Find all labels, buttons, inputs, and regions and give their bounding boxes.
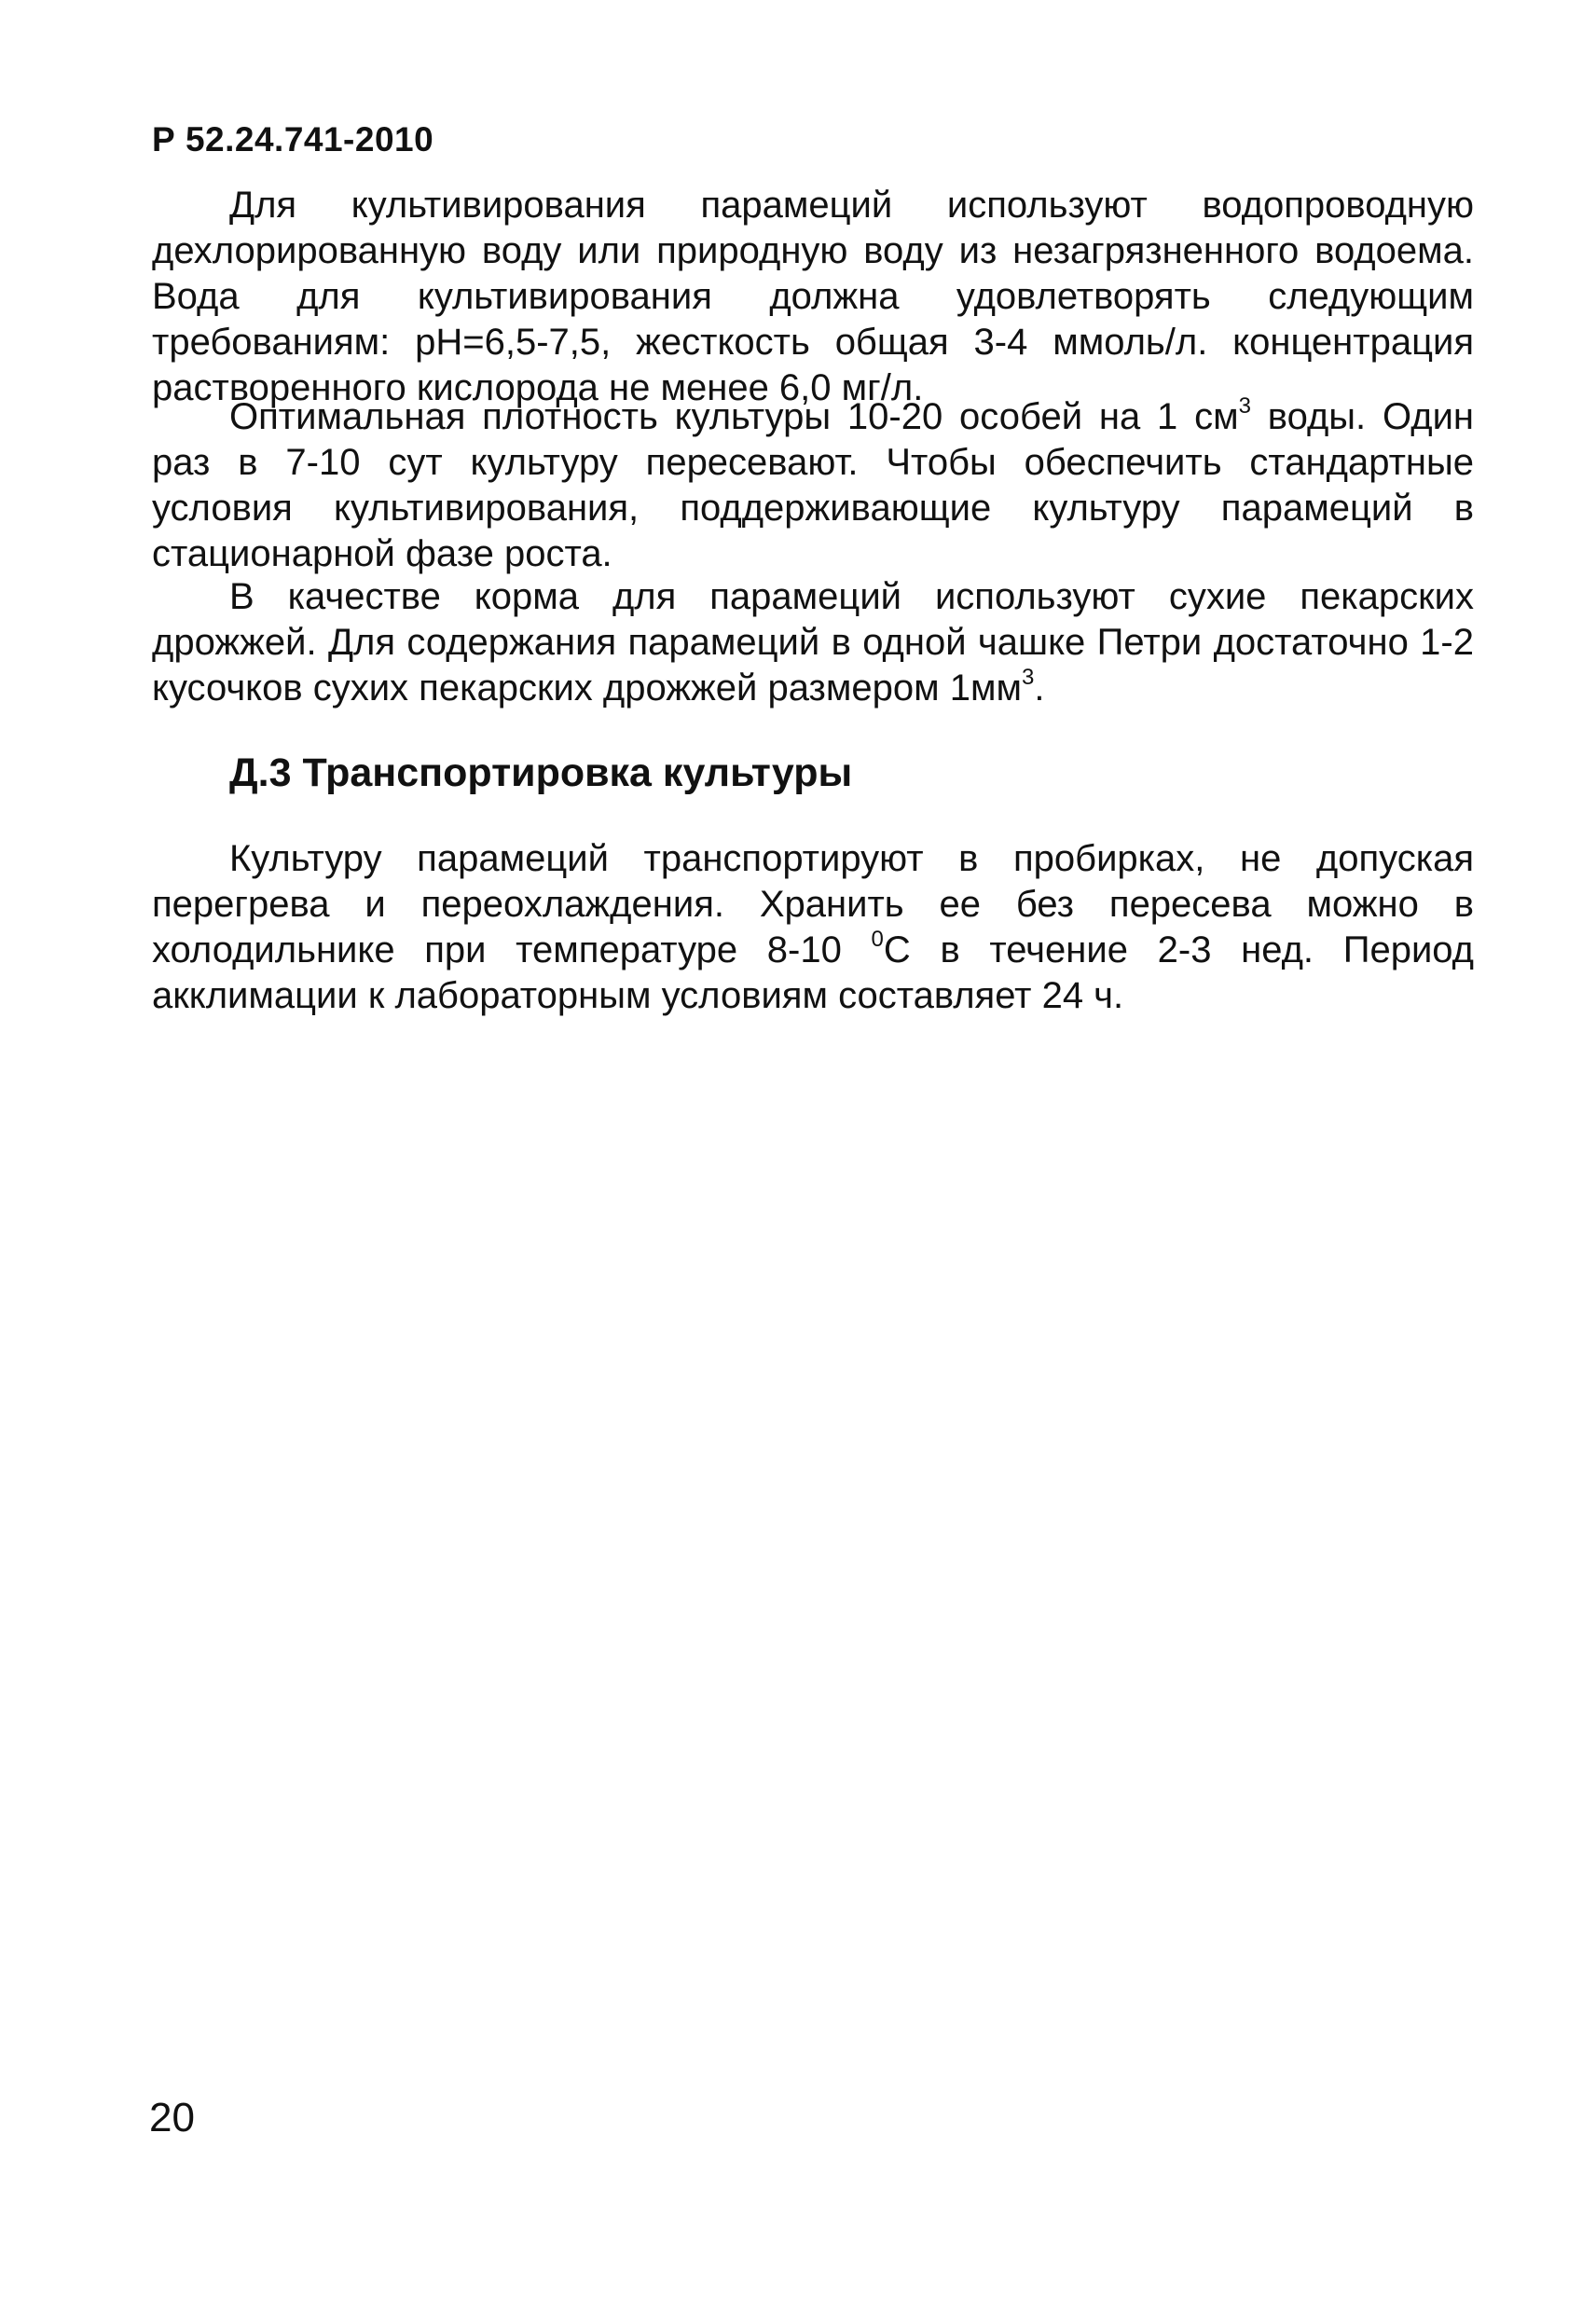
paragraph-block	[152, 574, 1474, 711]
section-heading: Д.3 Транспортировка культуры	[229, 750, 853, 795]
paragraph-block	[152, 183, 1474, 411]
superscript: 3	[1022, 665, 1035, 690]
paragraph-text: С в течение 2-3 нед. Период акклимации к лабораторным условиям составляет 24 ч.	[152, 929, 1475, 1016]
paragraph-water-requirements: Для культивирования парамеций используют водопроводную дехлорированную воду или природную воду из незагрязненного водоема. Вода для культивирования должна удовлетворять следующим требованиям: pH=6,5-7,5, жесткость общая 3-4 ммоль/л. концентрация растворенного кислорода не менее 6,0 мг/л.	[152, 185, 1474, 408]
paragraph-text: .	[1034, 667, 1045, 709]
paragraph-text: Культуру парамеций транспортируют в пробирках, не допуская перегрева и переохлаждения. Хранить ее без пересева можно в холодильнике при температуре 8-10	[152, 838, 1474, 970]
document-code: Р 52.24.741-2010	[152, 120, 434, 158]
paragraph-block	[152, 394, 1474, 577]
paragraph-text: В качестве корма для парамеций используют сухие пекарских дрожжей. Для содержания парамеций в одной чашке Петри достаточно 1-2 кусочков сухих пекарских дрожжей размером 1мм	[152, 576, 1474, 709]
paragraph-feeding	[152, 574, 1474, 711]
page-number: 20	[149, 2095, 195, 2140]
superscript: 0	[871, 927, 884, 952]
paragraph-block	[152, 836, 1474, 1019]
paragraph-text: воды. Один раз в 7-10 сут культуру пересевают. Чтобы обеспечить стандартные условия культивирования, поддерживающие культуру парамеций в стационарной фазе роста.	[152, 396, 1475, 574]
superscript: 3	[1238, 393, 1251, 419]
paragraph-culture-density	[152, 394, 1474, 577]
paragraph-transport	[152, 836, 1474, 1019]
paragraph-text: Оптимальная плотность культуры 10-20 особей на 1 см	[229, 396, 1239, 437]
